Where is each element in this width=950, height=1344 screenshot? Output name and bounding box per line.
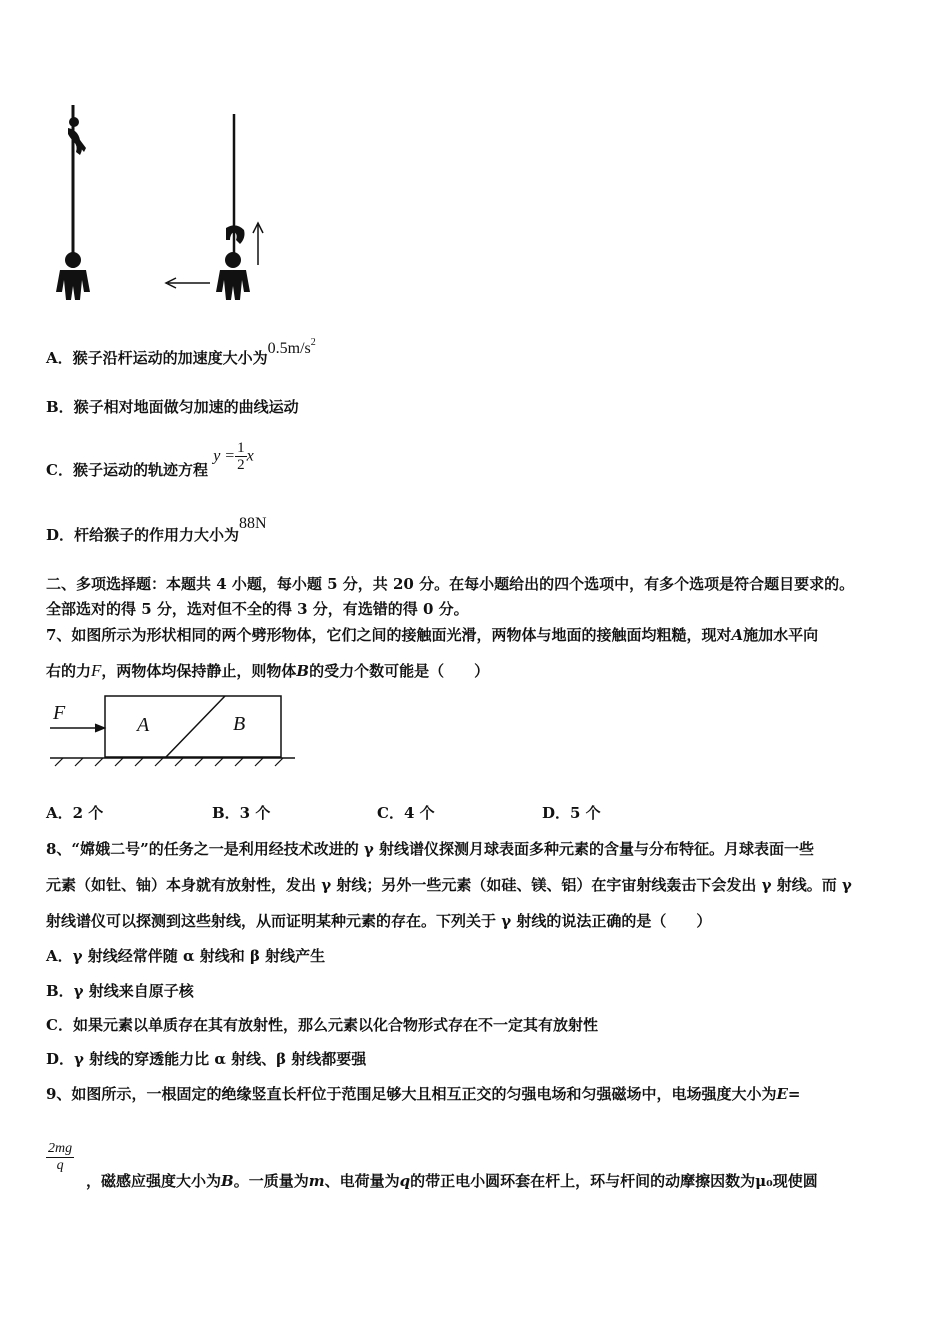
q7-line1: 7、如图所示为形状相同的两个劈形物体，它们之间的接触面光滑，两物体与地面的接触面均粗糙，现对A施加水平向 bbox=[46, 626, 819, 644]
q7-line2: 右的力F，两物体均保持静止，则物体B的受力个数可能是（ ） bbox=[46, 661, 490, 680]
q6-option-c: C．猴子运动的轨迹方程 y = $\frac{1}{2}$ x bbox=[46, 440, 254, 479]
q7-choice-d: D．5 个 bbox=[542, 804, 601, 822]
q6-option-a-value: $0.5m/s^2$ bbox=[267, 337, 316, 357]
q8-line3: 射线谱仪可以探测到这些射线，从而证明某种元素的存在。下列关于 γ 射线的说法正确的是（ ） bbox=[46, 912, 712, 930]
q8-line2: 元素（如钍、铀）本身就有放射性，发出 γ 射线；另外一些元素（如硅、镁、铝）在宇宙射线轰击下会发出 γ 射线。而 γ bbox=[46, 876, 852, 894]
person-right bbox=[216, 252, 250, 300]
section2-line2: 全部选对的得 5 分，选对但不全的得 3 分，有选错的得 0 分。 bbox=[46, 600, 469, 618]
q6-option-c-fraction: $\frac{1}{2}$ bbox=[237, 440, 245, 473]
q9-fraction: $\frac{2mg}{q}$ bbox=[48, 1141, 73, 1173]
q7-choice-a: A．2 个 bbox=[46, 804, 104, 822]
q6-option-b: B．猴子相对地面做匀加速的曲线运动 bbox=[46, 398, 299, 416]
q7-block-a-label: A bbox=[137, 714, 150, 736]
q9-line1: 9、如图所示，一根固定的绝缘竖直长杆位于范围足够大且相互正交的匀强电场和匀强磁场中，电场强度大小为E= bbox=[46, 1085, 801, 1103]
q8-option-b: B．γ 射线来自原子核 bbox=[46, 982, 194, 1000]
q8-option-c: C．如果元素以单质存在其有放射性，那么元素以化合物形式存在不一定其有放射性 bbox=[46, 1016, 598, 1034]
monkey-left bbox=[68, 117, 86, 155]
q8-option-a: A．γ 射线经常伴随 α 射线和 β 射线产生 bbox=[46, 947, 326, 965]
q7-block-b-label: B bbox=[233, 713, 246, 735]
q8-option-d: D．γ 射线的穿透能力比 α 射线、β 射线都要强 bbox=[46, 1050, 367, 1068]
section2-line1: 二、多项选择题：本题共 4 小题，每小题 5 分，共 20 分。在每小题给出的四个选项中，有多个选项是符合题目要求的。 bbox=[46, 575, 855, 593]
q7-force-label: F bbox=[53, 702, 66, 724]
q7-wedge-figure bbox=[45, 692, 300, 772]
q6-option-a: A．猴子沿杆运动的加速度大小为$0.5m/s^2$ bbox=[46, 337, 316, 367]
q9-line2: ，磁感应强度大小为B。一质量为m、电荷量为q的带正电小圆环套在杆上，环与杆间的动摩擦因数为μ₀现使圆 bbox=[86, 1172, 818, 1190]
monkey-pole-figure bbox=[40, 100, 300, 310]
person-left bbox=[56, 252, 90, 300]
q7-choice-b: B．3 个 bbox=[212, 804, 271, 822]
q8-line1: 8、“嫦娥二号”的任务之一是利用经技术改进的 γ 射线谱仪探测月球表面多种元素的含量与分布特征。月球表面一些 bbox=[46, 840, 815, 858]
q7-choice-c: C．4 个 bbox=[377, 804, 435, 822]
q6-option-d: D．杆给猴子的作用力大小为88N bbox=[46, 515, 267, 544]
